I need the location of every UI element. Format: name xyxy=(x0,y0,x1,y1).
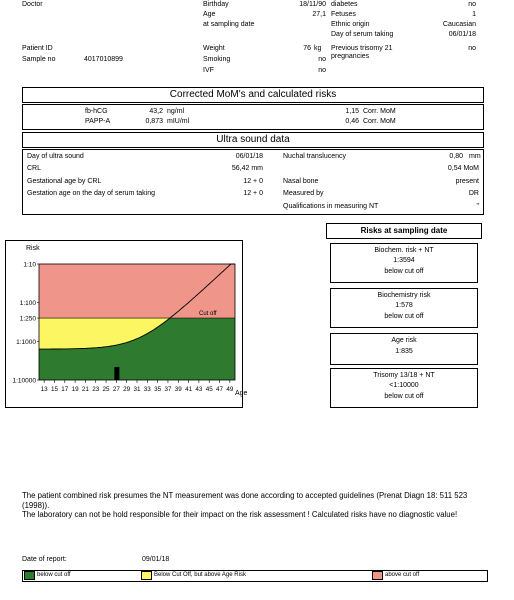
risk-trisomy-status: below cut off xyxy=(384,392,424,400)
notes xyxy=(22,491,494,520)
legend-green-label: below cut off xyxy=(37,572,71,578)
report-date-value: 09/01/18 xyxy=(142,556,170,563)
ultrasound-title: Ultra sound data xyxy=(216,134,290,145)
risk-box-trisomy xyxy=(330,368,478,408)
mom-row-pappa-name: PAPP-A xyxy=(85,118,111,125)
y-tick-label: 1:10000 xyxy=(12,377,36,385)
sample-no-value: 4017010899 xyxy=(84,56,123,63)
x-tick-label: 47 xyxy=(216,386,224,393)
prev-trisomy-label-line1: Previous trisomy 21 xyxy=(331,45,393,52)
prev-trisomy-label xyxy=(331,45,392,62)
patient-id-label: Patient ID xyxy=(22,45,53,52)
legend-red-label: above cut off xyxy=(385,572,420,578)
mom-row-hcg-value: 43,2 xyxy=(149,108,163,115)
us-day-label: Day of ultra sound xyxy=(27,153,84,160)
us-measured-value: DR xyxy=(468,190,479,197)
mom-title: Corrected MoM's and calculated risks xyxy=(169,89,337,100)
smoking-label: Smoking xyxy=(203,56,231,63)
us-crl-value: 56,42 mm xyxy=(231,165,263,172)
us-nasal-label: Nasal bone xyxy=(283,178,319,185)
ethnic-value: Caucasian xyxy=(442,21,476,28)
us-nasal-value: present xyxy=(455,178,479,185)
mom-row-hcg-name: fb-hCG xyxy=(85,108,108,115)
fetuses-value: 1 xyxy=(472,11,476,18)
risk-biochem-status: below cut off xyxy=(384,312,424,320)
x-tick-label: 17 xyxy=(61,386,69,393)
us-ga-serum-value: 12 + 0 xyxy=(243,190,263,197)
ethnic-label: Ethnic origin xyxy=(331,21,370,28)
mom-row-hcg-mom-label: Corr. MoM xyxy=(363,108,396,115)
risk-combined-value: 1:3594 xyxy=(393,257,415,265)
legend-yellow-label: Below Cut Off, but above Age Risk xyxy=(154,572,246,578)
us-crl-label: CRL xyxy=(27,165,42,172)
risk-biochem-value: 1:578 xyxy=(395,302,413,310)
x-tick-label: 37 xyxy=(164,386,172,393)
risk-box-age xyxy=(330,333,478,365)
ultrasound-table xyxy=(22,149,484,215)
us-qual-value: " xyxy=(476,203,479,210)
us-measured-label: Measured by xyxy=(283,190,324,197)
x-tick-label: 33 xyxy=(143,386,151,393)
mom-row-pappa-mom-label: Corr. MoM xyxy=(363,118,396,125)
risk-box-biochem xyxy=(330,288,478,328)
x-tick-label: 23 xyxy=(92,386,100,393)
x-tick-label: 45 xyxy=(205,386,213,393)
patient-age-marker xyxy=(114,367,119,380)
note-line-1: The patient combined risk presumes the NT measurement was done according to accepted guidelines (Prenat Diagn 18: 511 523 (1998)). xyxy=(22,491,468,510)
serum-day-value: 06/01/18 xyxy=(448,31,476,38)
age-sampling-label: at sampling date xyxy=(203,21,255,28)
mom-row-hcg-mom: 1,15 xyxy=(345,108,359,115)
risk-trisomy-value: <1:10000 xyxy=(389,382,419,390)
prev-trisomy-label-line2: pregnancies xyxy=(331,53,370,61)
age-value: 27,1 xyxy=(312,11,326,18)
sample-no-label: Sample no xyxy=(22,56,56,63)
us-ga-crl-value: 12 + 0 xyxy=(243,178,263,185)
birthday-value: 18/11/90 xyxy=(299,1,326,8)
weight-value: 76 xyxy=(303,45,311,52)
risks-header: Risks at sampling date xyxy=(360,226,448,235)
legend-red-swatch xyxy=(372,571,383,580)
risk-biochem-title: Biochemistry risk xyxy=(377,292,431,299)
risk-chart-frame xyxy=(5,240,248,408)
mom-row-hcg-unit: ng/ml xyxy=(167,108,185,115)
x-tick-label: 15 xyxy=(50,386,58,393)
us-nt-label: Nuchal translucency xyxy=(283,153,347,160)
risks-header-box xyxy=(326,223,482,239)
prev-trisomy-value: no xyxy=(468,45,476,52)
birthday-label: Birthday xyxy=(203,1,229,8)
x-tick-label: 43 xyxy=(195,386,203,393)
note-line-2: The laboratory can not be hold responsible for their impact on the risk assessment ! Calculated risks have no diagnostic value! xyxy=(22,510,458,520)
us-ga-crl-label: Gestational age by CRL xyxy=(27,178,102,185)
mom-row-pappa-value: 0,873 xyxy=(145,118,163,125)
mom-row-pappa-mom: 0,46 xyxy=(345,118,359,125)
report-date-label: Date of report: xyxy=(22,556,67,563)
diabetes-label: diabetes xyxy=(331,1,358,8)
y-tick-label: 1:100 xyxy=(19,300,36,308)
risk-box-combined xyxy=(330,243,478,283)
legend-yellow-swatch xyxy=(141,571,152,580)
x-tick-label: 41 xyxy=(185,386,193,393)
us-nt-unit: mm xyxy=(469,153,481,160)
us-qual-label: Qualifications in measuring NT xyxy=(283,203,379,210)
x-tick-label: 39 xyxy=(174,386,182,393)
chart-ylabel: Risk xyxy=(26,245,40,252)
risk-trisomy-title: Trisomy 13/18 + NT xyxy=(373,372,435,379)
us-nt-value: 0,80 xyxy=(449,153,463,160)
cutoff-label: Cut off xyxy=(199,311,217,318)
ivf-value: no xyxy=(318,67,326,74)
risk-combined-title: Biochem. risk + NT xyxy=(374,247,434,254)
diabetes-value: no xyxy=(468,1,476,8)
risk-chart xyxy=(6,241,248,407)
x-tick-label: 25 xyxy=(102,386,110,393)
smoking-value: no xyxy=(318,56,326,63)
y-tick-label: 1:250 xyxy=(19,315,36,323)
ultrasound-header xyxy=(22,132,484,148)
weight-unit: kg xyxy=(314,45,322,52)
mom-table xyxy=(22,104,484,130)
legend-bar xyxy=(22,570,488,582)
y-tick-label: 1:10 xyxy=(23,261,36,269)
x-tick-label: 35 xyxy=(154,386,162,393)
us-ga-serum-label: Gestation age on the day of serum taking xyxy=(27,190,156,197)
x-tick-label: 27 xyxy=(112,386,120,393)
age-label: Age xyxy=(203,11,216,18)
us-day-value: 06/01/18 xyxy=(235,153,263,160)
serum-day-label: Day of serum taking xyxy=(331,31,394,38)
risk-age-title: Age risk xyxy=(391,337,417,344)
x-tick-label: 31 xyxy=(133,386,141,393)
mom-header xyxy=(22,87,484,103)
chart-xlabel: Age xyxy=(235,390,248,397)
x-tick-label: 29 xyxy=(123,386,131,393)
weight-label: Weight xyxy=(203,45,225,52)
mom-row-pappa-unit: mIU/ml xyxy=(167,118,190,125)
doctor-label: Doctor xyxy=(22,1,43,8)
x-tick-label: 13 xyxy=(40,386,48,393)
ivf-label: IVF xyxy=(203,67,214,74)
risk-combined-status: below cut off xyxy=(384,267,424,275)
fetuses-label: Fetuses xyxy=(331,11,356,18)
x-tick-label: 21 xyxy=(81,386,89,393)
x-tick-label: 49 xyxy=(226,386,234,393)
zone-above-cutoff xyxy=(39,264,235,318)
x-tick-label: 19 xyxy=(71,386,79,393)
risk-age-value: 1:835 xyxy=(395,348,413,356)
y-tick-label: 1:1000 xyxy=(16,338,36,346)
us-nt-mom: 0,54 MoM xyxy=(447,165,479,172)
legend-green-swatch xyxy=(24,571,35,580)
